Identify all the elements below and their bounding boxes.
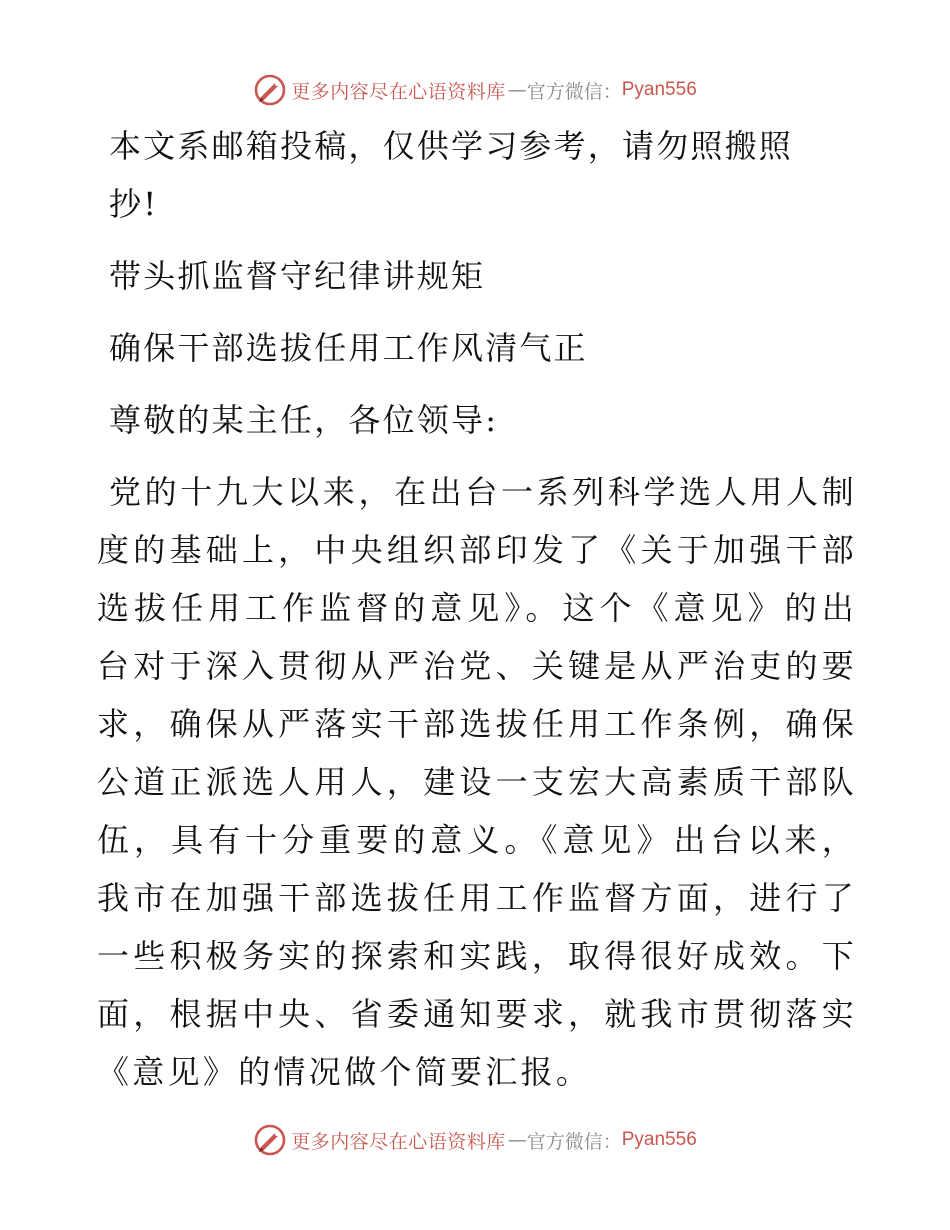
body-paragraph-text: 党的十九大以来，在出台一系列科学选人用人制度的基础上，中央组织部印发了《关于加强干部选拔任用工作监督的意见》。这个《意见》的出台对于深入贯彻从严治党、关键是从严治吏的要求，确保从严落实干部选拔任用工作条例，确保公道正派选人用人，建设一支宏大高素质干部队伍，具有十分重要的意义。《意见》出台以来，我市在加强干部选拔任用工作监督方面，进行了一些积极务实的探索和实践，取得很好成效。下面，根据中央、省委通知要求，就我市贯彻落实《意见》的情况做个简要汇报。 xyxy=(97,473,857,1091)
banner-separator: — xyxy=(507,79,527,101)
banner-wechat-id: Pyan556 xyxy=(621,1129,697,1150)
banner-separator: — xyxy=(507,1129,527,1151)
banner-text: 更多内容尽在心语资料库 xyxy=(291,1130,506,1153)
pen-logo-icon xyxy=(253,73,287,107)
body-paragraph xyxy=(97,463,857,1101)
banner-wechat-label: 官方微信： xyxy=(526,80,622,103)
document-body xyxy=(97,117,857,1115)
title-line-1: 带头抓监督守纪律讲规矩 xyxy=(109,257,486,295)
header-watermark-banner xyxy=(0,70,950,110)
footer-watermark-banner xyxy=(0,1120,950,1160)
banner-wechat-id: Pyan556 xyxy=(621,79,697,100)
pen-logo-icon xyxy=(253,1123,287,1157)
title-line-2: 确保干部选拔任用工作风清气正 xyxy=(109,329,588,367)
salutation: 尊敬的某主任，各位领导: xyxy=(109,401,499,439)
banner-wechat-label: 官方微信： xyxy=(526,1130,622,1153)
notice-text: 本文系邮箱投稿，仅供学习参考，请勿照搬照抄! xyxy=(109,127,794,223)
banner-text: 更多内容尽在心语资料库 xyxy=(291,80,506,103)
